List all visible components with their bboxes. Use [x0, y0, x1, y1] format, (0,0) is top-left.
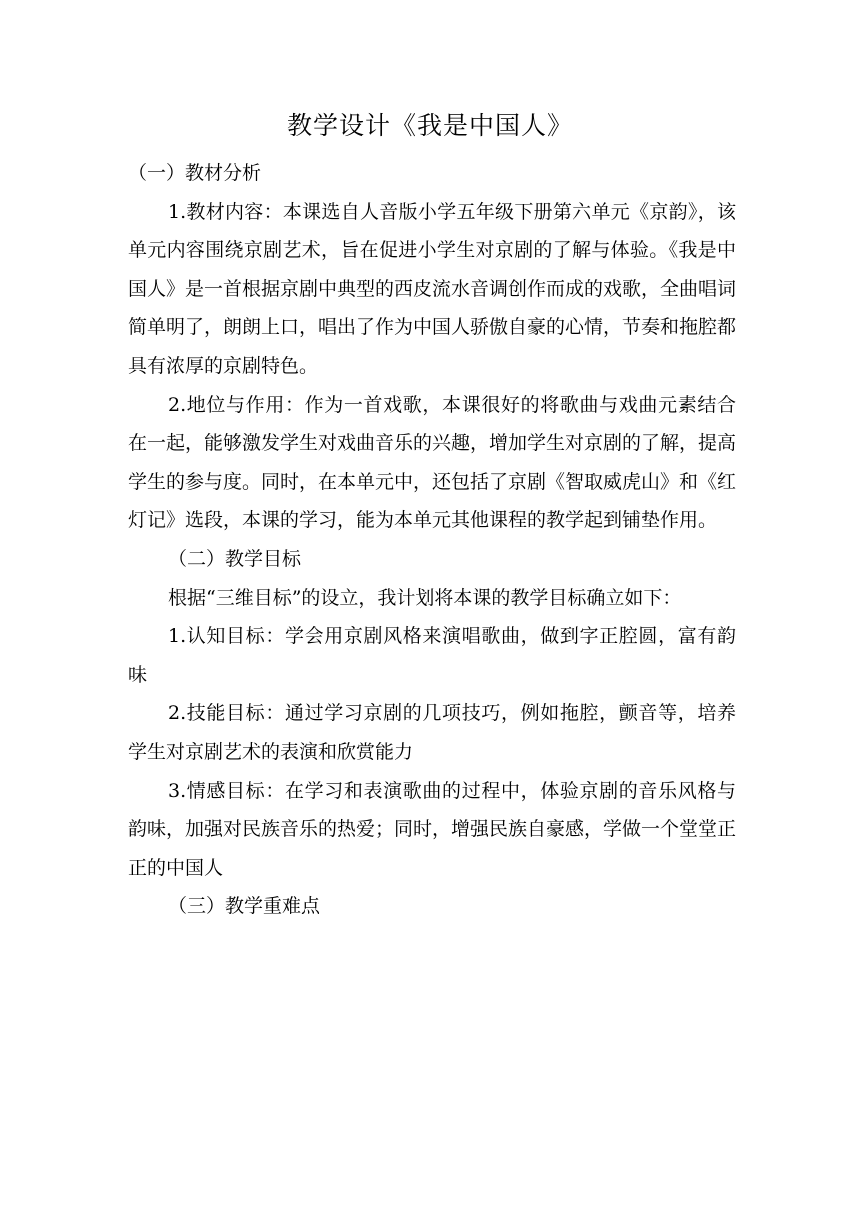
section-heading-analysis: （一）教材分析 — [128, 162, 262, 184]
paragraph-goal-emotion: 3.情感目标：在学习和表演歌曲的过程中，体验京剧的音乐风格与韵味，加强对民族音乐的热爱；同时，增强民族自豪感，学做一个堂堂正正的中国人 — [128, 779, 737, 879]
paragraph-goal-skill: 2.技能目标：通过学习京剧的几项技巧，例如拖腔，颤音等，培养学生对京剧艺术的表演和欣赏能力 — [128, 702, 736, 763]
paragraph-goal-cognitive: 1.认知目标：学会用京剧风格来演唱歌曲，做到字正腔圆，富有韵味 — [128, 625, 736, 686]
paragraph-goals-intro: 根据“三维目标”的设立，我计划将本课的教学目标确立如下： — [168, 586, 682, 609]
section-heading-goals: （二）教学目标 — [168, 547, 302, 570]
paragraph-content: 1.教材内容：本课选自人音版小学五年级下册第六单元《京韵》，该单元内容围绕京剧艺术，旨在促进小学生对京剧的了解与体验。《我是中国人》是一首根据京剧中典型的西皮流水音调创作而成的戏歌，全曲唱词简单明了，朗朗上口，唱出了作为中国人骄傲自豪的心情，节奏和拖腔都具有浓厚的京剧特色。 — [128, 200, 737, 377]
section-heading-key-points: （三）教学重难点 — [168, 895, 321, 918]
paragraph-role: 2.地位与作用：作为一首戏歌，本课很好的将歌曲与戏曲元素结合在一起，能够激发学生对戏曲音乐的兴趣，增加学生对京剧的了解，提高学生的参与度。同时，在本单元中，还包括了京剧《智取威虎山》和《红灯记》选段，本课的学习，能为本单元其他课程的教学起到铺垫作用。 — [128, 393, 737, 532]
document-title: 教学设计《我是中国人》 — [286, 111, 573, 140]
document-body — [128, 154, 736, 926]
